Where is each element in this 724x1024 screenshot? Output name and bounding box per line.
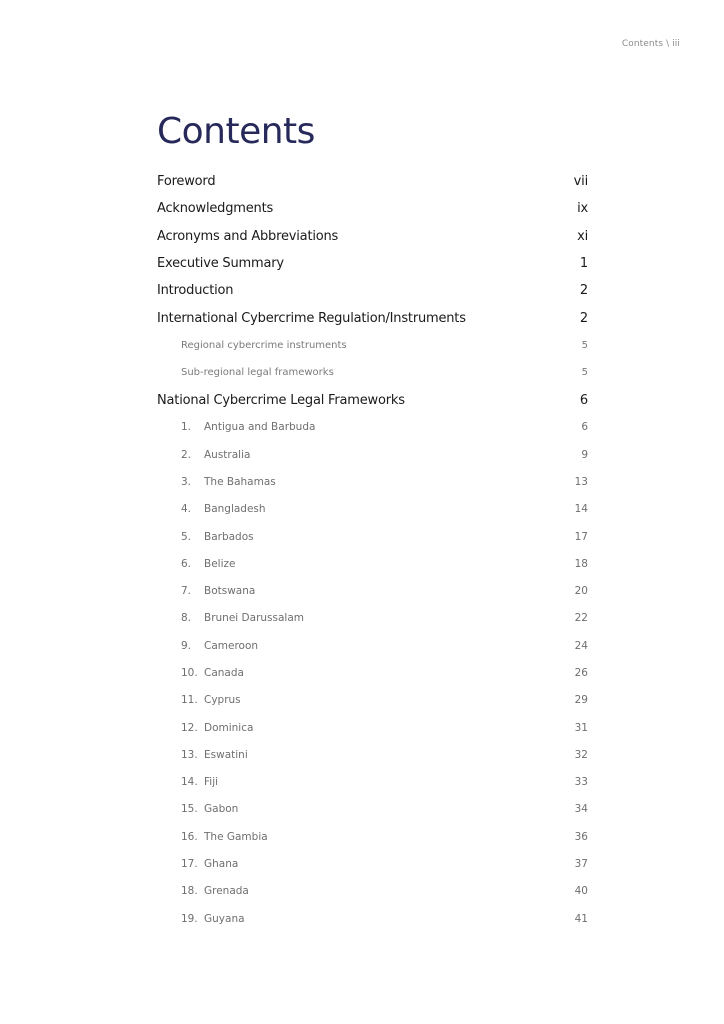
toc-entry-acknowledgments[interactable] bbox=[157, 195, 588, 222]
toc-country-number: 3. bbox=[181, 475, 192, 488]
toc-country-entry[interactable] bbox=[157, 523, 588, 550]
toc-entry-page: 36 bbox=[574, 830, 588, 843]
toc-country-label: Belize bbox=[204, 557, 236, 570]
toc-country-number: 1. bbox=[181, 421, 192, 434]
toc-entry-label: Acronyms and Abbreviations bbox=[157, 228, 339, 244]
toc-country-number: 12. bbox=[181, 721, 198, 734]
toc-country-entry[interactable] bbox=[157, 414, 588, 441]
toc-country-entry[interactable] bbox=[157, 796, 588, 823]
toc-country-number: 16. bbox=[181, 830, 198, 843]
toc-entry-label: Introduction bbox=[157, 283, 234, 299]
toc-entry-acronyms[interactable] bbox=[157, 223, 588, 250]
toc-entry-page: 40 bbox=[574, 885, 588, 898]
toc-country-label: Ghana bbox=[204, 858, 239, 871]
toc-entry-page: 6 bbox=[579, 392, 588, 408]
toc-entry-national-frameworks[interactable] bbox=[157, 386, 588, 413]
toc-country-entry[interactable] bbox=[157, 905, 588, 932]
toc-entry-executive-summary[interactable] bbox=[157, 250, 588, 277]
toc-country-label: Barbados bbox=[204, 530, 254, 543]
toc-entry-label: Acknowledgments bbox=[157, 201, 274, 217]
toc-entry-label: Regional cybercrime instruments bbox=[181, 339, 347, 351]
toc-country-entry[interactable] bbox=[157, 496, 588, 523]
toc-entry-label: Sub-regional legal frameworks bbox=[181, 367, 334, 379]
toc-country-number: 8. bbox=[181, 612, 192, 625]
toc-entry-page: 9 bbox=[581, 448, 588, 461]
toc-entry-page: 5 bbox=[581, 367, 588, 379]
toc-country-label: Australia bbox=[204, 448, 251, 461]
toc-entry-label: Foreword bbox=[157, 174, 216, 190]
toc-country-label: Eswatini bbox=[204, 748, 248, 761]
toc-entry-label: National Cybercrime Legal Frameworks bbox=[157, 392, 405, 408]
toc-country-label: Brunei Darussalam bbox=[204, 612, 304, 625]
toc-country-number: 11. bbox=[181, 694, 198, 707]
toc-country-label: Canada bbox=[204, 666, 244, 679]
toc-entry-page: 17 bbox=[574, 530, 588, 543]
toc-entry-page: 34 bbox=[574, 803, 588, 816]
toc-entry-page: 18 bbox=[574, 557, 588, 570]
toc-country-label: Cyprus bbox=[204, 694, 241, 707]
toc-country-number: 19. bbox=[181, 912, 198, 925]
toc-country-entry[interactable] bbox=[157, 687, 588, 714]
toc-entry-page: 24 bbox=[574, 639, 588, 652]
toc-entry-page: 41 bbox=[574, 912, 588, 925]
running-header: Contents \ iii bbox=[621, 39, 680, 49]
toc-country-entry[interactable] bbox=[157, 714, 588, 741]
toc-country-number: 5. bbox=[181, 530, 192, 543]
toc-country-label: Gabon bbox=[204, 803, 239, 816]
toc-country-entry[interactable] bbox=[157, 577, 588, 604]
toc-entry-page: 22 bbox=[574, 612, 588, 625]
toc-entry-page: 1 bbox=[579, 256, 588, 272]
toc-entry-page: 2 bbox=[579, 283, 588, 299]
toc-country-number: 14. bbox=[181, 776, 198, 789]
toc-entry-page: 13 bbox=[574, 475, 588, 488]
toc-entry-page: 6 bbox=[581, 421, 588, 434]
toc-entry-page: vii bbox=[573, 174, 588, 190]
toc-entry-page: 5 bbox=[581, 339, 588, 351]
toc-entry-page: 14 bbox=[574, 503, 588, 516]
toc-country-entry[interactable] bbox=[157, 632, 588, 659]
toc-country-entry[interactable] bbox=[157, 468, 588, 495]
toc-entry-label: International Cybercrime Regulation/Instruments bbox=[157, 310, 466, 326]
toc-country-number: 10. bbox=[181, 666, 198, 679]
toc-country-number: 13. bbox=[181, 748, 198, 761]
table-of-contents bbox=[157, 168, 588, 932]
toc-entry-international-regulation[interactable] bbox=[157, 304, 588, 331]
toc-country-number: 9. bbox=[181, 639, 192, 652]
toc-entry-page: 29 bbox=[574, 694, 588, 707]
toc-country-entry[interactable] bbox=[157, 878, 588, 905]
toc-country-number: 18. bbox=[181, 885, 198, 898]
toc-country-entry[interactable] bbox=[157, 850, 588, 877]
toc-country-label: Fiji bbox=[204, 776, 219, 789]
toc-country-number: 7. bbox=[181, 585, 192, 598]
toc-country-number: 4. bbox=[181, 503, 192, 516]
toc-country-number: 6. bbox=[181, 557, 192, 570]
toc-entry-label: Executive Summary bbox=[157, 256, 284, 272]
toc-country-label: Antigua and Barbuda bbox=[204, 421, 316, 434]
toc-country-number: 15. bbox=[181, 803, 198, 816]
toc-country-number: 2. bbox=[181, 448, 192, 461]
toc-country-entry[interactable] bbox=[157, 769, 588, 796]
toc-country-entry[interactable] bbox=[157, 605, 588, 632]
toc-entry-page: 31 bbox=[574, 721, 588, 734]
toc-entry-page: xi bbox=[577, 228, 588, 244]
toc-country-label: Bangladesh bbox=[204, 503, 266, 516]
toc-entry-page: 32 bbox=[574, 748, 588, 761]
toc-subentry-sub-regional-frameworks[interactable] bbox=[157, 359, 588, 386]
toc-entry-introduction[interactable] bbox=[157, 277, 588, 304]
toc-country-entry[interactable] bbox=[157, 550, 588, 577]
toc-country-label: Botswana bbox=[204, 585, 256, 598]
toc-country-label: Grenada bbox=[204, 885, 249, 898]
page-title: Contents bbox=[157, 111, 315, 152]
toc-country-entry[interactable] bbox=[157, 441, 588, 468]
toc-entry-page: 20 bbox=[574, 585, 588, 598]
toc-entry-page: 26 bbox=[574, 666, 588, 679]
toc-country-label: The Gambia bbox=[204, 830, 268, 843]
toc-country-entry[interactable] bbox=[157, 741, 588, 768]
toc-country-entry[interactable] bbox=[157, 823, 588, 850]
toc-country-label: Cameroon bbox=[204, 639, 259, 652]
toc-entry-page: ix bbox=[577, 201, 588, 217]
toc-entry-page: 2 bbox=[579, 310, 588, 326]
toc-country-entry[interactable] bbox=[157, 659, 588, 686]
toc-entry-page: 37 bbox=[574, 858, 588, 871]
toc-country-number: 17. bbox=[181, 858, 198, 871]
toc-entry-foreword[interactable] bbox=[157, 168, 588, 195]
toc-subentry-regional-instruments[interactable] bbox=[157, 332, 588, 359]
toc-entry-page: 33 bbox=[574, 776, 588, 789]
toc-country-label: The Bahamas bbox=[204, 475, 276, 488]
toc-country-label: Dominica bbox=[204, 721, 254, 734]
toc-country-label: Guyana bbox=[204, 912, 245, 925]
